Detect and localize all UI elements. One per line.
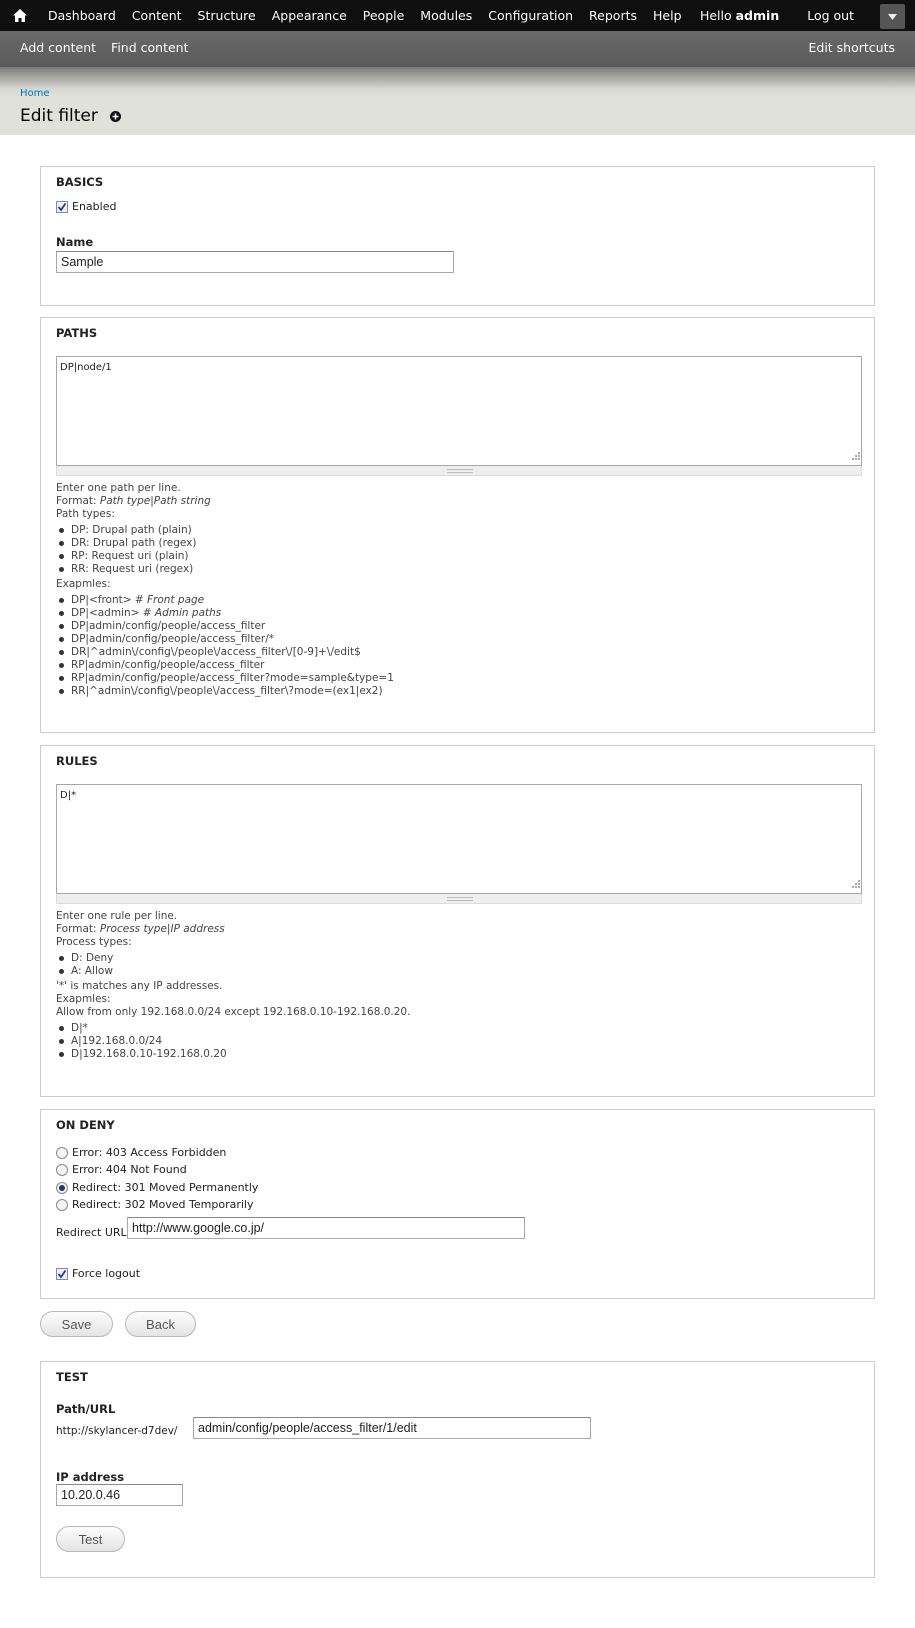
toolbar-item-content[interactable]: Content <box>131 8 182 23</box>
ip-address-label: IP address <box>56 1470 125 1484</box>
test-fieldset <box>40 1361 875 1578</box>
admin-toolbar <box>0 0 915 31</box>
deny-option-301[interactable] <box>56 1181 258 1194</box>
breadcrumb-home[interactable]: Home <box>20 88 50 99</box>
list-item: RP|admin/config/people/access_filter <box>56 659 394 672</box>
path-types-list <box>56 524 394 576</box>
wildcard-note: '*' is matches any IP addresses. <box>56 980 223 992</box>
example-text: DP|<front> <box>71 594 135 606</box>
chevron-down-icon[interactable] <box>880 4 905 29</box>
back-button[interactable]: Back <box>125 1311 196 1337</box>
rules-types-heading: Process types: <box>56 936 132 948</box>
name-label: Name <box>56 235 94 249</box>
format-prefix: Format: <box>56 495 100 507</box>
radio-404[interactable] <box>56 1164 68 1176</box>
list-item: D|192.168.0.10-192.168.0.20 <box>56 1048 410 1061</box>
example-text: DP|<admin> <box>71 607 143 619</box>
rules-fieldset <box>40 745 875 1097</box>
list-item: DR|^admin\/config\/people\/access_filter\/[0-9]+\/edit$ <box>56 646 394 659</box>
shortcuts-bar <box>0 31 915 67</box>
list-item: DP|admin/config/people/access_filter/* <box>56 633 394 646</box>
add-shortcut-icon[interactable] <box>110 111 121 125</box>
toolbar-item-modules[interactable]: Modules <box>420 8 473 23</box>
list-item: A|192.168.0.0/24 <box>56 1035 410 1048</box>
rules-examples-list <box>56 1022 410 1061</box>
greeting-prefix: Hello <box>699 8 736 23</box>
deny-option-302[interactable] <box>56 1198 254 1211</box>
shortcut-find-content[interactable]: Find content <box>111 40 189 55</box>
title-row <box>20 106 121 126</box>
toolbar-item-reports[interactable]: Reports <box>589 8 637 23</box>
ip-address-input[interactable]: 10.20.0.46 <box>56 1484 183 1506</box>
page-header <box>0 67 915 135</box>
deny-option-403[interactable] <box>56 1146 226 1159</box>
list-item: RR|^admin\/config\/people\/access_filter\?mode=(ex1|ex2) <box>56 685 394 698</box>
test-legend: TEST <box>56 1370 88 1384</box>
logout-link[interactable]: Log out <box>807 8 854 23</box>
enabled-row <box>56 200 116 213</box>
list-item <box>56 607 394 620</box>
home-icon[interactable] <box>0 0 40 31</box>
example-comment: # Admin paths <box>142 607 222 619</box>
list-item: D: Deny <box>56 952 410 965</box>
shortcut-add-content[interactable]: Add content <box>20 40 97 55</box>
deny-option-404[interactable] <box>56 1163 187 1176</box>
force-logout-label: Force logout <box>72 1267 141 1280</box>
toolbar-item-structure[interactable]: Structure <box>197 8 256 23</box>
radio-label: Error: 404 Not Found <box>72 1163 187 1176</box>
radio-label: Error: 403 Access Forbidden <box>72 1146 227 1159</box>
page-title: Edit filter <box>20 106 98 126</box>
paths-format <box>56 495 394 508</box>
list-item: A: Allow <box>56 965 410 978</box>
radio-label: Redirect: 302 Moved Temporarily <box>72 1198 254 1211</box>
toolbar-item-help[interactable]: Help <box>653 8 682 23</box>
toolbar-item-dashboard[interactable]: Dashboard <box>48 8 116 23</box>
on-deny-legend: ON DENY <box>56 1118 115 1132</box>
paths-resize-grip[interactable] <box>56 466 862 476</box>
rules-textarea[interactable]: D|* <box>56 784 862 894</box>
toolbar-user <box>700 0 915 31</box>
path-url-prefix: http://skylancer-d7dev/ <box>56 1425 178 1437</box>
list-item: RP: Request uri (plain) <box>56 550 394 563</box>
list-item: D|* <box>56 1022 410 1035</box>
paths-fieldset <box>40 317 875 733</box>
path-examples-list <box>56 594 394 698</box>
rules-legend: RULES <box>56 754 98 768</box>
toolbar-item-people[interactable]: People <box>362 8 405 23</box>
list-item: DR: Drupal path (regex) <box>56 537 394 550</box>
format-value: Path type|Path string <box>99 495 211 507</box>
list-item: DP: Drupal path (plain) <box>56 524 394 537</box>
grip-bars <box>447 897 473 901</box>
on-deny-fieldset <box>40 1109 875 1299</box>
path-url-label: Path/URL <box>56 1402 116 1416</box>
format-prefix: Format: <box>56 923 100 935</box>
user-greeting <box>700 8 779 23</box>
paths-desc-line: Enter one path per line. <box>56 482 181 494</box>
force-logout-row <box>56 1267 140 1280</box>
rules-examples-heading: Exapmles: <box>56 993 111 1005</box>
format-value: Process type|IP address <box>99 923 225 935</box>
example-comment: # Front page <box>134 594 205 606</box>
redirect-url-input[interactable]: http://www.google.co.jp/ <box>127 1217 525 1239</box>
enabled-label: Enabled <box>72 200 117 213</box>
toolbar-item-configuration[interactable]: Configuration <box>488 8 574 23</box>
toolbar-item-appearance[interactable]: Appearance <box>271 8 347 23</box>
shortcut-links <box>20 31 204 65</box>
radio-301[interactable] <box>56 1182 68 1194</box>
test-button[interactable]: Test <box>56 1526 125 1552</box>
paths-examples-heading: Exapmles: <box>56 578 111 590</box>
enabled-checkbox[interactable] <box>56 201 68 213</box>
toolbar-menu <box>0 0 690 31</box>
name-input[interactable]: Sample <box>56 251 454 273</box>
list-item: RP|admin/config/people/access_filter?mode=sample&type=1 <box>56 672 394 685</box>
basics-legend: BASICS <box>56 175 104 189</box>
save-button[interactable]: Save <box>40 1311 113 1337</box>
rules-example-desc: Allow from only 192.168.0.0/24 except 192.168.0.10-192.168.0.20. <box>56 1006 411 1018</box>
grip-bars <box>447 469 473 473</box>
redirect-url-label: Redirect URL <box>56 1226 127 1239</box>
rules-desc-line: Enter one rule per line. <box>56 910 178 922</box>
paths-legend: PATHS <box>56 326 98 340</box>
list-item: DP|admin/config/people/access_filter <box>56 620 394 633</box>
edit-shortcuts-link[interactable]: Edit shortcuts <box>808 40 895 55</box>
basics-fieldset <box>40 166 875 306</box>
resize-corner-icon <box>849 451 861 466</box>
resize-corner-icon <box>849 879 861 894</box>
path-url-input[interactable]: admin/config/people/access_filter/1/edit <box>193 1417 591 1439</box>
process-types-list <box>56 952 410 978</box>
rules-description <box>56 910 410 1061</box>
paths-types-heading: Path types: <box>56 508 115 520</box>
rules-format <box>56 923 410 936</box>
list-item: RR: Request uri (regex) <box>56 563 394 576</box>
radio-403[interactable] <box>56 1147 68 1159</box>
radio-selected-dot <box>59 1185 65 1191</box>
paths-description <box>56 482 394 698</box>
rules-resize-grip[interactable] <box>56 894 862 904</box>
paths-textarea[interactable]: DP|node/1 <box>56 356 862 466</box>
user-name[interactable]: admin <box>735 8 780 23</box>
radio-label: Redirect: 301 Moved Permanently <box>72 1181 259 1194</box>
list-item <box>56 594 394 607</box>
force-logout-checkbox[interactable] <box>56 1268 68 1280</box>
radio-302[interactable] <box>56 1199 68 1211</box>
